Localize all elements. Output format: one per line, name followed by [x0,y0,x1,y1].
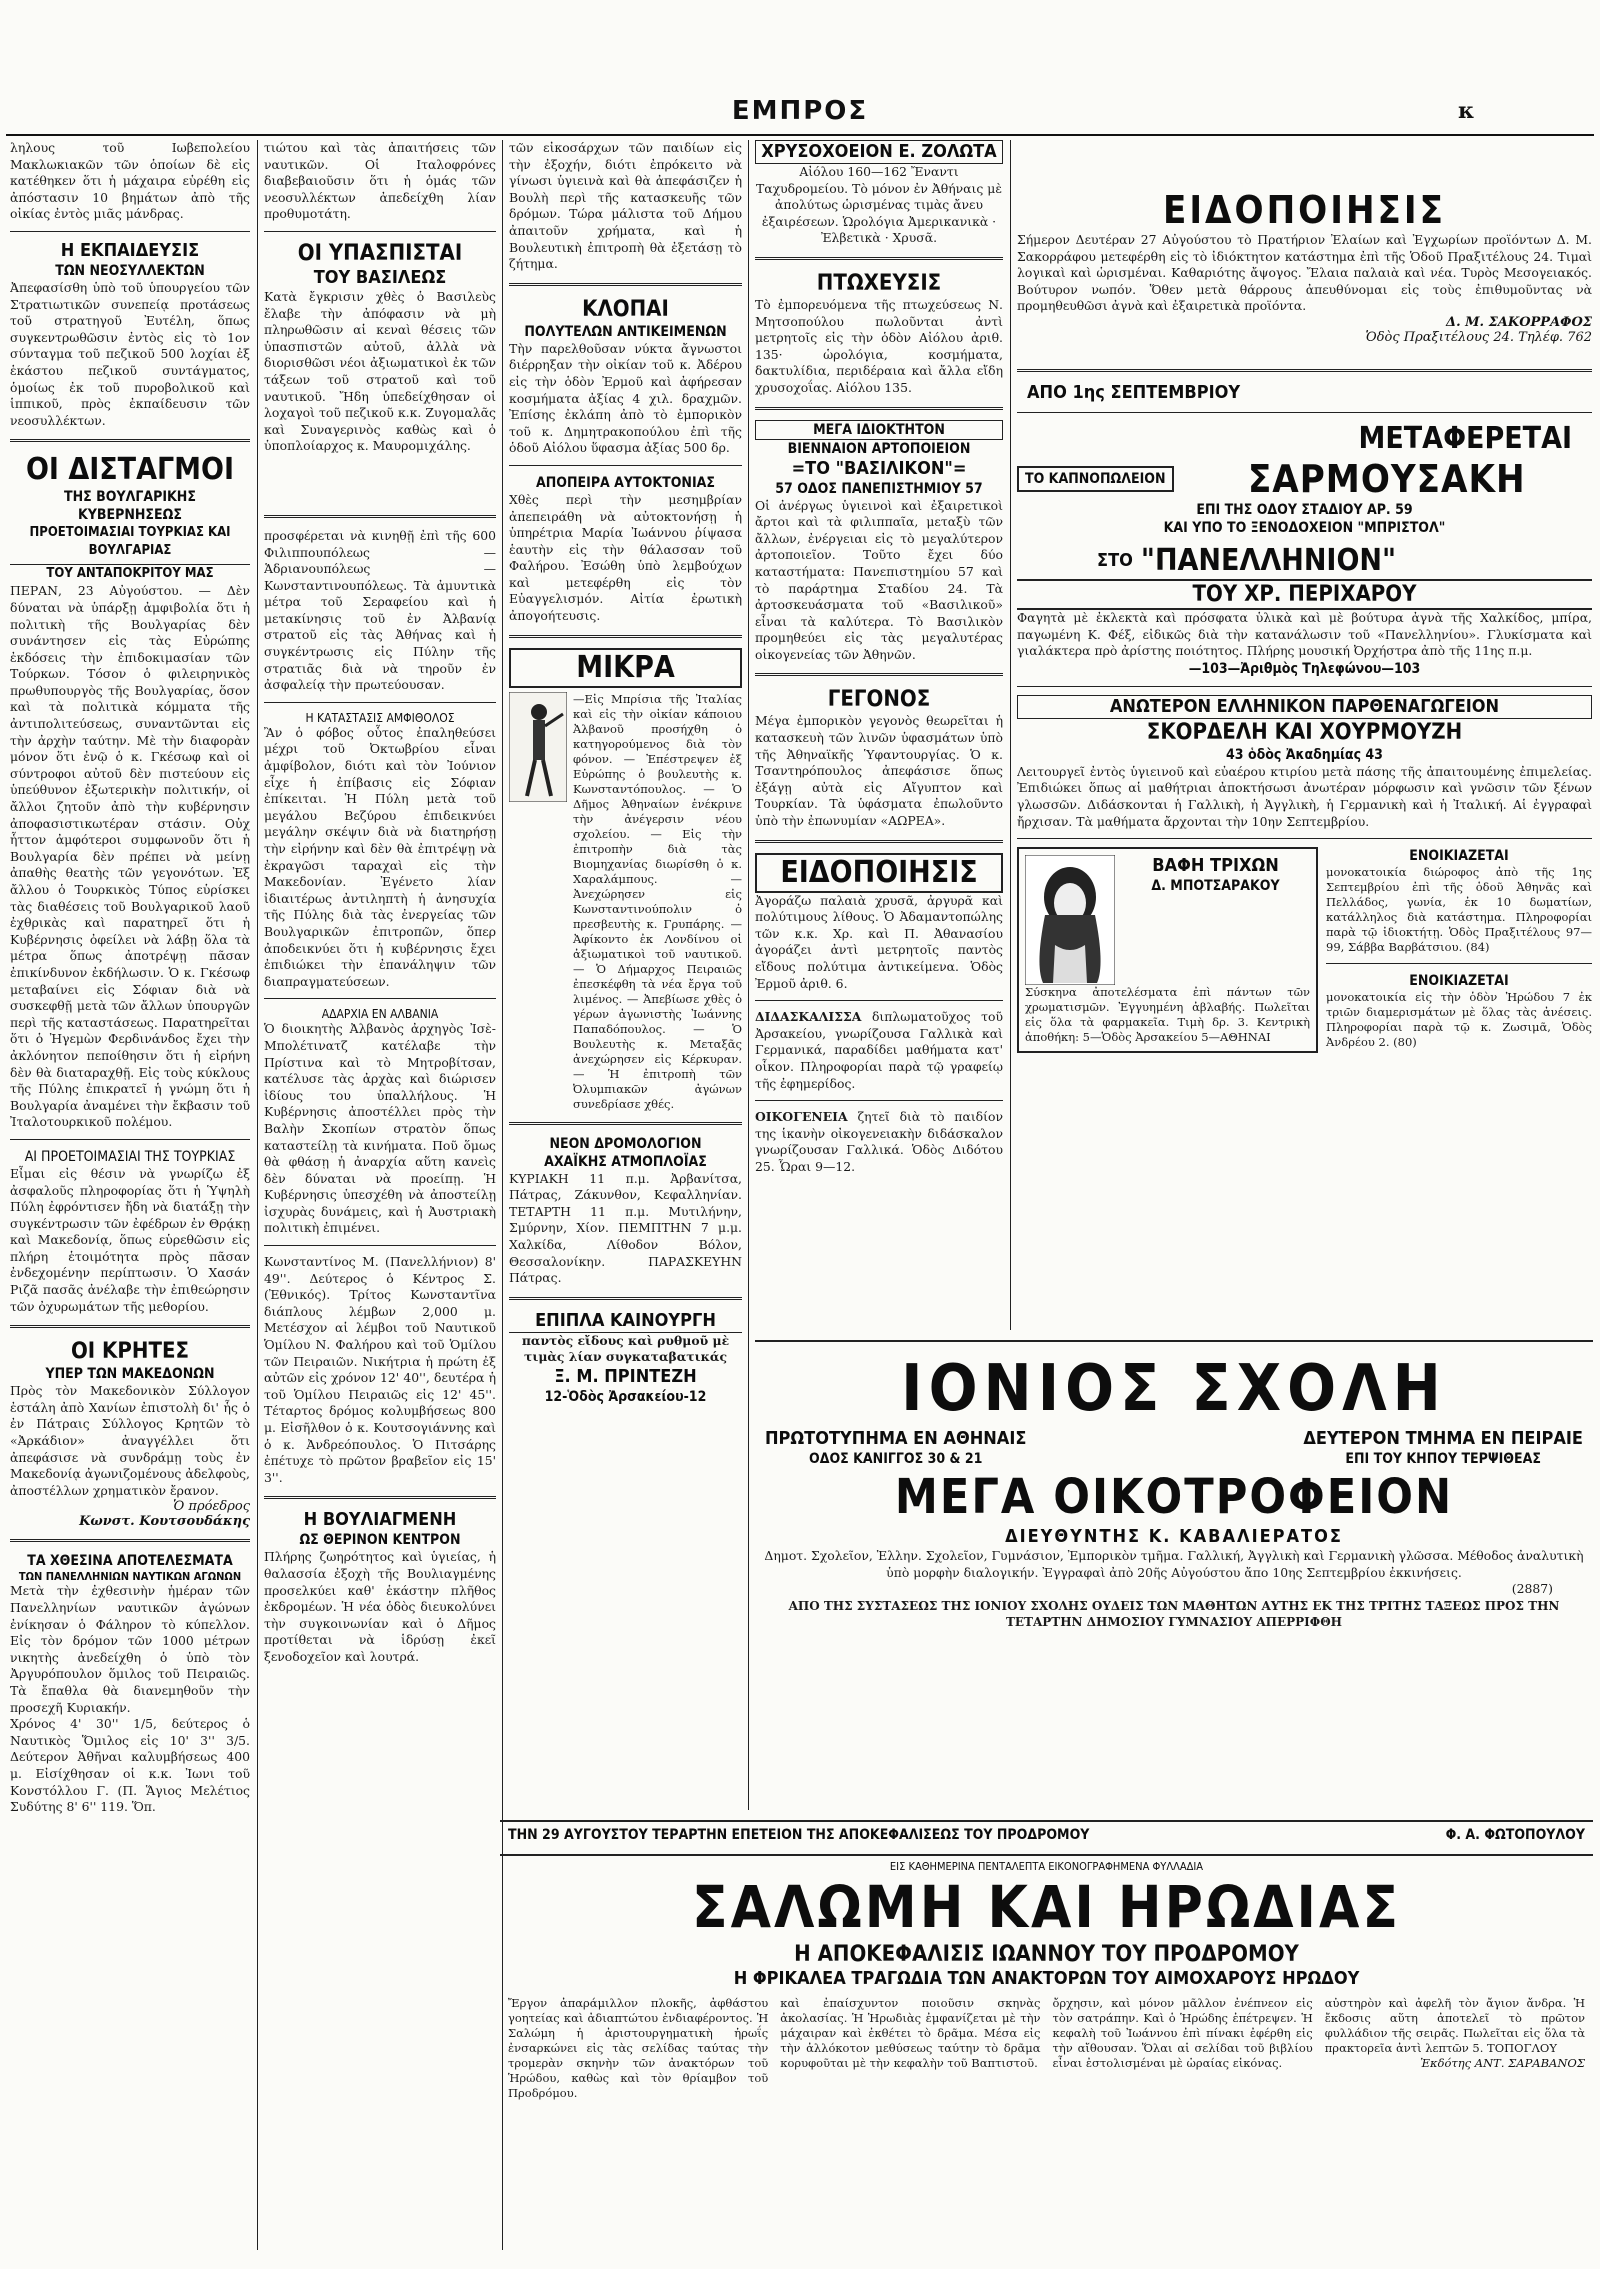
headline: ΤΟΥ ΧΡ. ΠΕΡΙΧΑΡΟΥ [1017,579,1592,610]
article-text: αὐστηρὸν καὶ ἀφελῆ τὸν ἄγιον ἄνδρα. Ἡ ἔκδοσις αὕτη ἀποτελεῖ τὸ πρῶτον φυλλάδιον τῆς σειρᾶς. Πωλεῖται εἰς ὅλα τὰ πρακτορεῖα ἀντὶ λεπτῶν 5. ΤΟΠΟΓΛΟΥ [1324,1996,1585,2055]
article-text: προσφέρεται νὰ κινηθῇ ἐπὶ τῆς 600 Φιλιππουπόλεως — Ἁδριανουπόλεως — Κωνσταντινουπόλεως. Τὰ ἀμυντικὰ μέτρα τοῦ Σεραφείου καὶ ἡ μετακίνησις τοῦ ἐν Ἀλβανίᾳ στρατοῦ εἰς τὰς Ἀθήνας καὶ ἡ συγκέντρωσις εἰς Πύλην τῆς στρατιᾶς διὰ νὰ τηροῦν ἐν ἀσφαλείᾳ τὴν πρωτεύουσαν. [264,527,496,693]
article-text: Μέγα ἐμπορικὸν γεγονὸς θεωρεῖται ἡ κατασκευὴ τῶν λινῶν ὑφασμάτων ὑπὸ τῆς Ἀθηναϊκῆς Ὑφαντουργίας. Ὁ κ. Τσαντηρόπουλος ἀπεφάσισε ὅπως ἐξάγῃ αὐτὰ εἰς Αἴγυπτον καὶ Τουρκίαν. Τὰ ὑφάσματα ἐπωλοῦντο ὑπὸ τὴν ἐπωνυμίαν «ΑΩΡΕΑ». [755,713,1003,829]
headline: ΕΠΙ ΤΟΥ ΚΗΠΟΥ ΤΕΡΨΙΘΕΑΣ [1345,1451,1541,1467]
article-text: Ἂν ὁ φόβος οὗτος ἐπαληθεύσει μέχρι τοῦ Ὀκτωβρίου εἶναι ἀμφίβολον, διότι καὶ τὸν Ἰούνιον εἶχε ἡ ἐπίβασις εἰς Σόφιαν ἐπίκειται. Ἡ Πύλη μετὰ τοῦ μεγάλου Βεζύρου ἐπιδεικνύει μεγάλην σκέψιν διὰ νὰ διατηρήσῃ τὴν εἰρήνην καὶ δὲν θὰ ἐπιτρέψῃ νὰ ἐκραγῶσι ταραχαὶ εἰς τὴν Μακεδονίαν. Ἐγένετο λίαν ἰδιαιτέρως ἀντιληπτὴ ἡ ἀνησυχία τῆς Πύλης διὰ τὰς ἐνεργείας τῶν Βουλγαρικῶν ἐπιτροπῶν, ὅπερ ἀποδεικνύει ὅτι ἡ κυβέρνησις ἔχει ἐπιδιώκει τὴν ἐπανάληψιν τῶν διαπραγματεύσεων. [264,724,496,989]
article-text: Πλήρης ζωηρότητος καὶ ὑγιείας, ἡ θαλασσία ἐξοχὴ τῆς Βουλιαγμένης προσελκύει καθ' ἑκάστην πλῆθος ἐκδρομέων. Ἡ νέα ὁδὸς διευκολύνει τὴν συγκοινωνίαν καὶ ὁ Δῆμος προτίθεται νὰ ἱδρύσῃ ἐκεῖ ξενοδοχεῖον καὶ λουτρά. [264,1549,496,1664]
signature: Ὁ πρόεδρος [173,1499,250,1515]
article-text: τῶν εἰκοσάρχων τῶν παιδίων εἰς τὴν ἐξοχήν, διότι ἐπρόκειτο νὰ γίνωσι ὑγιεινὰ καὶ θὰ ἀπεφάσιζεν ἡ Βουλὴ περὶ τῆς κατασκευῆς τῶν δρόμων. Τώρα μάλιστα τοῦ Δήμου ἀπαιτοῦν χρήματα, καὶ ἡ Βουλευτικὴ ἐπιτροπὴ θὰ ἐξετάσῃ τὸ ζήτημα. [509,140,742,272]
headline: ΔΙΔΑΣΚΑΛΙΣΣΑ [755,1009,862,1025]
column-1 [10,140,250,2250]
headline: ΔΙΕΥΘΥΝΤΗΣ Κ. ΚΑΒΑΛΙΕΡΑΤΟΣ [1005,1526,1343,1547]
headline: ΟΙ ΥΠΑΣΠΙΣΤΑΙ [297,240,463,266]
ad-code: (2887) [1511,1581,1553,1597]
headline: ΠΡΩΤΟΤΥΠΗΜΑ ΕΝ ΑΘΗΝΑΙΣ [765,1428,1027,1449]
article-text: ΚΥΡΙΑΚΗ 11 π.μ. Ἀρβανίτσα, Πάτρας, Ζάκυνθον, Κεφαλληνίαν. ΤΕΤΑΡΤΗ 11 π.μ. Μυτιλήνην, Σμύρνην, Χίον. ΠΕΜΠΤΗΝ 7 μ.μ. Χαλκίδα, Λίθοδον Βόλον, Θεσσαλονίκην. ΠΑΡΑΣΚΕΥΗΝ Πάτρας. [509,1170,742,1286]
article-text: Πρὸς τὸν Μακεδονικὸν Σύλλογον ἐστάλη ἀπὸ Χανίων ἐπιστολὴ δι' ἧς ὁ ἐν Πάτραις Σύλλογος Κρητῶν τὸ «Ἀρκάδιον» ἀναγγέλλει ὅτι ἀπεφάσισε νὰ συνδράμῃ τοὺς ἐν Μακεδονίᾳ ἀγωνιζομένους ἀδελφοὺς, ἀποστέλλων χρηματικὸν ἔρανον. [10,1383,250,1498]
column-divider [257,140,258,2250]
article-text: Εἶμαι εἰς θέσιν νὰ γνωρίζω ἐξ ἀσφαλοῦς πληροφορίας ὅτι ἡ Ὑψηλὴ Πύλη ἐφρόντισεν ἤδη νὰ διατάξῃ τὴν συγκέντρωσιν τῶν ἐφέδρων ἐν Θρᾴκῃ καὶ Μακεδονίᾳ, ὅπως εὑρεθῶσιν εἰς πλήρη ἑτοιμότητα πρὸς πᾶσαν ἐνδεχομένην περίπτωσιν. Ὁ Χασάν Ριζᾶ πασᾶς ἀνέλαβε τὴν ἐπιθεώρησιν τῶν ὀχυρωμάτων τῆς μεθορίου. [10,1165,250,1314]
headline: ΙΟΝΙΟΣ ΣΧΟΛΗ [901,1352,1447,1426]
article-text: Δημοτ. Σχολεῖον, Ἑλλην. Σχολεῖον, Γυμνάσιον, Ἐμπορικὸν τμῆμα. Γαλλική, Ἀγγλικὴ καὶ Γερμανικὴ γλῶσσα. Μέθοδος ἀναλυτικὴ ὑπὸ μορφὴν διαλογικήν. Ἐγγραφαὶ ἀπὸ 20ῆς Αὐγούστου ἄπο 10ης Σεπτεμβρίου ἐκκινήσεις. [764,1548,1584,1580]
article-text: ζητεῖ διὰ τὸ παιδίον της ἱκανὴν οἰκογενειακὴν διδάσκαλον γνωρίζουσαν Γαλλικά. Ὁδὸς Διδότου 25. Ὧραι 9—12. [755,1109,1003,1174]
soldier-illustration-icon [509,692,567,802]
salome-advertisement [500,1820,1593,2260]
column-2 [264,140,496,2250]
headline: Η ΕΚΠΑΙΔΕΥΣΙΣ [60,239,200,261]
headline: ΤΗΝ 29 ΑΥΓΟΥΣΤΟΥ ΤΕΡΑΡΤΗΝ ΕΠΕΤΕΙΟΝ ΤΗΣ ΑΠΟΚΕΦΑΛΙΣΕΩΣ ΤΟΥ ΠΡΟΔΡΟΜΟΥ [508,1827,1090,1843]
headline: ΟΙ ΔΙΣΤΑΓΜΟΙ [25,452,235,488]
article-text: ΑΠΟ ΤΗΣ ΣΥΣΤΑΣΕΩΣ ΤΗΣ ΙΟΝΙΟΥ ΣΧΟΛΗΣ ΟΥΔΕΙΣ ΤΩΝ ΜΑΘΗΤΩΝ ΑΥΤΗΣ ΕΚ ΤΗΣ ΤΡΙΤΗΣ ΤΑΞΕΩΣ ΠΡΟΣ ΤΗΝ ΤΕΤΑΡΤΗΝ ΔΗΜΟΣΙΟΥ ΓΥΜΝΑΣΙΟΥ ΑΠΕΡΡΙΦΘΗ [788,1598,1560,1630]
headline: ΚΛΟΠΑΙ [582,296,669,322]
headline: ΕΙΔΟΠΟΙΗΣΙΣ [1162,188,1446,232]
headline: "ΠΑΝΕΛΛΗΝΙΟΝ" [1140,542,1397,578]
headline: ΑΠΟ 1ης ΣΕΠΤΕΜΒΡΙΟΥ [1027,381,1241,403]
headline: ΣΤΟ [1097,549,1133,571]
article-text: διπλωματοῦχος τοῦ Ἀρσακείου, γνωρίζουσα Γαλλικὰ καὶ Γερμανικά, παραδίδει μαθήματα κατ' οἶκον. Πληροφορίαι παρὰ τῷ γραφείῳ τῆς ἐφημερίδος. [755,1009,1003,1091]
woman-portrait-icon [1025,855,1115,985]
column-5 [1017,140,1592,1330]
column-divider [748,140,749,1810]
hair-dye-advertisement [1017,847,1318,1053]
headline: ΜΕΓΑ ΟΙΚΟΤΡΟΦΕΙΟΝ [894,1469,1454,1525]
headline: ΟΔΟΣ ΚΑΝΙΓΓΟΣ 30 & 21 [809,1451,983,1467]
headline: Φ. Α. ΦΩΤΟΠΟΥΛΟΥ [1445,1827,1585,1843]
headline: Η ΦΡΙΚΑΛΕΑ ΤΡΑΓΩΔΙΑ ΤΩΝ ΑΝΑΚΤΟΡΩΝ ΤΟΥ ΑΙΜΟΧΑΡΟΥΣ ΗΡΩΔΟΥ [733,1968,1360,1989]
signature: Ἐκδότης ΑΝΤ. ΣΑΡΑΒΑΝΟΣ [1420,2056,1585,2070]
article-text: ὄρχησιν, καὶ μόνον μᾶλλον ἐνέπνεον εἰς τὸν σατράπην. Καὶ ὁ Ἡρώδης ἐπέτρεψεν. Ἡ κεφαλὴ τοῦ Ἰωάννου ἐπὶ πίνακι ἐφέρθη εἰς τὴν αἴθουσαν. Ὅλαι αἱ σελίδαι τοῦ βιβλίου εἶναι ἐστολισμέναι μὲ ὡραίας εἰκόνας. [1052,1996,1313,2070]
newspaper-title: ΕΜΠΡΟΣ [731,96,869,126]
headline: ΒΑΦΗ ΤΡΙΧΩΝ [1152,855,1279,877]
headline: ΕΠΙΠΛΑ ΚΑΙΝΟΥΡΓΗ [509,1310,742,1333]
headline: ΕΙΔΟΠΟΙΗΣΙΣ [755,853,1003,893]
article-text: Λειτουργεῖ ἐντὸς ὑγιεινοῦ καὶ εὐαέρου κτιρίου μετὰ πάσης τῆς ἀπαιτουμένης ἐπιμελείας. Ἐπιδιώκει ὅπως αἱ μαθήτριαι ἀποκτήσωσι ἀνωτέραν μόρφωσιν καὶ γνῶσιν τῶν ξένων γλωσσῶν. Διδάσκονται ἡ Γαλλικὴ, ἡ Ἀγγλικὴ, ἡ Γερμανικὴ καὶ ἡ Ἰταλική. Αἱ ἐγγραφαὶ ἤρχισαν. Τὰ μαθήματα ἄρχονται τὴν 10ην Σεπτεμβρίου. [1017,763,1592,829]
signature: Κωνστ. Κουτσουδάκης [79,1514,250,1530]
headline: Δ. ΜΠΟΤΣΑΡΑΚΟΥ [1151,878,1280,895]
signature: Ὁδὸς Πραξιτέλους 24. Τηλέφ. 762 [1365,329,1592,345]
headline: ΠΟΛΥΤΕΛΩΝ ΑΝΤΙΚΕΙΜΕΝΩΝ [524,323,727,340]
headline: Η ΚΑΤΑΣΤΑΣΙΣ ΑΜΦΙΘΟΛΟΣ [305,710,455,725]
article-text: Σύσκηνα ἀποτελέσματα ἐπὶ πάντων τῶν χρωματισμῶν. Ἐγγυημένη ἀβλαβής. Πωλεῖται εἰς ὅλα τὰ φαρμακεῖα. Τιμὴ δρ. 3. Κεντρικὴ ἀποθήκη: 5—Ὁδὸς Ἀρσακείου 5—ΑΘΗΝΑΙ [1025,985,1310,1045]
masthead-rule [6,134,1594,136]
article-text: Μετὰ τὴν ἐχθεσινὴν ἡμέραν τῶν Πανελληνίων ναυτικῶν ἀγώνων ἐνίκησαν ὁ Φάληρον τὸ κύπελλον. Εἰς τὸν δρόμον τῶν 1000 μέτρων νικητὴς ἀνεδείχθη ὁ ὑπὸ τὸν Ἀργυρόπουλον ὅμιλος τοῦ Πειραιῶς. Τὰ ἔπαθλα θὰ διανεμηθοῦν τὴν προσεχῆ Κυριακήν. [10,1583,250,1715]
headline: ΟΙ ΚΡΗΤΕΣ [70,1339,190,1365]
headline: ΑΠΟΠΕΙΡΑ ΑΥΤΟΚΤΟΝΙΑΣ [536,474,715,491]
headline: ΜΙΚΡΑ [509,648,742,688]
headline: ΔΕΥΤΕΡΟΝ ΤΜΗΜΑ ΕΝ ΠΕΙΡΑΙΕ [1303,1428,1583,1449]
article-text: ληλους τοῦ Ιωβεπολείου Μακλωκιακῶν τῶν ὁποίων δὲ εἰς κατέθηκεν ὅτι ἡ μάχαιρα εὑρέθη εἰς ἀπόστασιν 10 βημάτων ἀπὸ τῆς οἰκίας ἐντὸς μιᾶς μάνδρας. [10,140,250,222]
headline: ΑΝΩΤΕΡΟΝ ΕΛΛΗΝΙΚΟΝ ΠΑΡΘΕΝΑΓΩΓΕΙΟΝ [1017,695,1592,719]
headline: =ΤΟ "ΒΑΣΙΛΙΚΟΝ"= [791,457,967,479]
article-text: Κωνσταντίνος Μ. (Πανελλήνιον) 8' 49''. Δεύτερος ὁ Κέντρος Σ. (Ἐθνικός). Τρίτος Κωνσταντῖνα διάπλους λέμβων 2,000 μ. Μετέσχον αἱ λέμβοι τοῦ Ναυτικοῦ Ὁμίλου Ν. Φαλήρου καὶ τοῦ Ὁμίλου τῶν Πειραιῶν. Νικήτρια ἡ πρώτη ἐξ αὐτῶν εἰς χρόνον 12' 40'', δευτέρα ἡ τοῦ Ὁμίλου Πειραιῶς εἰς 12' 45''. Τέταρτος δρόμος κολυμβήσεως 800 μ. Εἰσῆλθον ὁ κ. Κουτσογιάννης καὶ ὁ κ. Ἀνδρεόπουλος. Ὁ Πιτσάρης ἐπέτυχε τὸ πρῶτον βραβεῖον εἰς 15' 3''. [264,1254,496,1485]
article-text: Χρόνος 4' 30'' 1/5, δεύτερος ὁ Ναυτικὸς Ὅμιλος εἰς 10' 3'' 3/5. Δεύτερον Ἀθῆναι καλυμβήσεως 400 μ. Εἰσίχθησαν οἱ κ.κ. Ἰωνι τοῦ Κονστόλλου Γ. (Π. Ἅγιος Μελέτιος Συδύτης 8' 6'' 119. Ὅπ. [10,1716,250,1815]
headline: ΥΠΕΡ ΤΩΝ ΜΑΚΕΔΟΝΩΝ [45,1366,215,1383]
column-divider [1010,140,1011,1330]
headline: ΓΕΓΟΝΟΣ [827,687,931,713]
headline: Η ΒΟΥΛΙΑΓΜΕΝΗ [303,1509,457,1531]
headline: ΕΝΟΙΚΙΑΖΕΤΑΙ [1409,973,1509,990]
headline: Η ΑΠΟΚΕΦΑΛΙΣΙΣ ΙΩΑΝΝΟΥ ΤΟΥ ΠΡΟΔΡΟΜΟΥ [794,1942,1299,1967]
headline: ΩΣ ΘΕΡΙΝΟΝ ΚΕΝΤΡΟΝ [299,1532,461,1549]
article-text: Ἀγοράζω παλαιὰ χρυσᾶ, ἀργυρᾶ καὶ πολύτιμους λίθους. Ὁ Ἀδαμαντοπώλης τῶν κ.κ. Χρ. καὶ Π. Ἀθανασίου ἀγοράζει ἀντὶ μετρητοῖς παντὸς εἴδους πολύτιμα ἀντικείμενα. Ὁδὸς Ἐρμοῦ ἀριθ. 6. [755,892,1003,991]
headline: ΑΔΑΡΧΙΑ ΕΝ ΑΛΒΑΝΙΑ [321,1007,439,1022]
headline: ΣΚΟΡΔΕΛΗ ΚΑΙ ΧΟΥΡΜΟΥΖΗ [1146,719,1463,745]
page-number: κ [1458,98,1475,124]
headline: 43 ὁδὸς Ἀκαδημίας 43 [1226,746,1383,763]
article-text: Φαγητὰ μὲ ἐκλεκτὰ καὶ πρόσφατα ὑλικὰ καὶ μὲ βούτυρα ἀγνὰ τῆς Χαλκίδος, μπίρα, παγωμένη Κ. Φέξ, εἰδικῶς διὰ τὴν κατανάλωσιν τοῦ «Πανελληνίου». Γλυκίσματα καὶ γιαλάκτερα πρὸ ἀρίστης ποιότητος. Πλήρης μουσική Ὀρχήστρα ἀπὸ τῆς 11ης π.μ. [1017,609,1592,659]
article-text: Ἀπεφασίσθη ὑπὸ τοῦ ὑπουργείου τῶν Στρατιωτικῶν συνεπείᾳ προτάσεως τοῦ στρατηγοῦ Ἐυτέλη, ὅπως συγκεντρωθῶσιν ἐντὸς εἰς τὸ 1ον σύνταγμα τοῦ πεζικοῦ 500 λοχίαι ἐξ ἑκάστου πεζικοῦ συντάγματος, ὁμοίως ἐκ τοῦ πυροβολικοῦ καὶ ἱππικοῦ, πρὸς ἐκπαίδευσιν τῶν νεοσυλλέκτων. [10,279,250,428]
masthead [0,96,1600,132]
ionian-school-advertisement [755,1340,1593,1800]
headline: ΟΙΚΟΓΕΝΕΙΑ [755,1109,848,1125]
article-text: Χθὲς περὶ τὴν μεσημβρίαν ἀπεπειράθη νὰ αὐτοκτονήσῃ ἡ ὑπηρέτρια Μαρία Ἰωάννου ῥίψασα ἑαυτὴν εἰς τὴν θάλασσαν τοῦ Φαλήρου. Ἐσώθη ὑπὸ λεμβούχων καὶ μετεφέρθη εἰς τὸν Εὐαγγελισμόν. Αἰτία ἐρωτικὴ ἀπογοήτευσις. [509,491,742,624]
article-text: καὶ ἐπαίσχυντον ποιοῦσιν σκηνὰς ἀκολασίας. Ἡ Ἡρωδιὰς ἐμφανίζεται μὲ τὴν μάχαιραν καὶ ἐκθέτει τὸ δρᾶμα. Μέσα εἰς τὴν ἀλλόκοτον μεθύσεως ταύτην τὸ δρᾶμα κορυφοῦται μὲ τὴν κεφαλὴν τοῦ Βαπτιστοῦ. [780,1996,1041,2070]
headline: ΤΑ ΧΘΕΣΙΝΑ ΑΠΟΤΕΛΕΣΜΑΤΑ [27,1553,233,1570]
headline: ΕΝΟΙΚΙΑΖΕΤΑΙ [1409,848,1509,865]
article-text: τιώτου καὶ τὰς ἀπαιτήσεις τῶν ναυτικῶν. Οἱ Ιταλοφρόνες διαβεβαιοῦσιν ὅτι ἡ ὁμάς τῶν νεοσυλλέκτων ἀπεδείχθη λίαν προθυμοτάτη. [264,140,496,222]
headline: ΠΤΩΧΕΥΣΙΣ [816,270,942,296]
headline: ΤΗΣ ΒΟΥΛΓΑΡΙΚΗΣ ΚΥΒΕΡΝΗΣΕΩΣ [64,489,196,524]
article-text: Κατὰ ἔγκρισιν χθὲς ὁ Βασιλεὺς ἔλαβε τὴν ἀπόφασιν νὰ μὴ πληρωθῶσιν αἱ κεναὶ θέσεις τῶν ὑπασπιστῶν αὐτοῦ, ἀλλὰ νὰ διορισθῶσι νέοι ἀξιωματικοὶ ἐκ τῶν τάξεων τοῦ στρατοῦ καὶ τοῦ ναυτικοῦ. Ἤδη ὑπεδείχθησαν οἱ λοχαγοὶ τοῦ πεζικοῦ κ.κ. Ζυγομαλᾶς καὶ Συναγερινὸς καθὼς καὶ ὁ ὑποπλοίαρχος κ. Μαυρομιχάλης. [264,288,496,454]
article-text: Τὸ ἐμπορευόμενα τῆς πτωχεύσεως Ν. Μητσοπούλου πωλοῦνται ἀντὶ μετρητοῖς εἰς τὴν ὁδὸν Αἰόλου ἀριθ. 135· ὡρολόγια, κοσμήματα, δακτυλίδια, περιδέραια καὶ ἄλλα εἴδη χρυσοχοΐας. Αἰόλου 135. [755,296,1003,395]
headline: ΝΕΟΝ ΔΡΟΜΟΛΟΓΙΟΝ [549,1135,702,1152]
article-text: ΠΕΡΑΝ, 23 Αὐγούστου. — Δὲν δύναται νὰ ὑπάρξῃ ἀμφιβολία ὅτι ἡ πολιτικὴ τῆς Βουλγαρίας δὲν συνάντησεν εἰς τὰς Εὐρώπης ἐκδόσεις τὴν ἐπιδοκιμασίαν τῶν Τούρκων. Τόσον ὁ φιλειρηνικὸς πρωθυπουργὸς τῆς Βουλγαρίας, ὅσον καὶ τὰ πολιτικὰ κόμματα τῆς ἀντιπολιτεύσεως, συναντῶνται εἰς τὴν ἀρχὴν ταύτην. Μὲ τὴν διαφορὰν μόνον ὅτι ἐνῷ ὁ κ. Γκέσωφ καὶ οἱ σύντροφοι αὐτοῦ δὲν πιστεύουν εἰς ὑπεύθυνον ἐξωτερικὴν πολιτικήν, οἱ ἄλλοι ζητοῦν ἀπὸ τὴν κυβέρνησιν ἀποφασιστικωτέραν στάσιν. Οὐχ ἧττον ἀμφότεροι συμφωνοῦν ὅτι ἡ Βουλγαρία δὲν πρέπει νὰ μείνῃ ἀπαθὴς θεατὴς τῶν γεγονότων. Ἐξ ἄλλου ὁ Τουρκικὸς Τύπος εὑρίσκει τὰς διαθέσεις τοῦ Βουλγαρικοῦ λαοῦ ἐχθρικὰς καὶ παρατηρεῖ ὅτι ἡ Κυβέρνησις ὀφείλει νὰ λάβῃ ὅλα τὰ μέτρα ὅπως ἀποτρέψῃ πᾶσαν ἐπικίνδυνον ἐκδήλωσιν. Ὁ κ. Γκέσωφ μεταβαίνει εἰς Σόφιαν διὰ νὰ συσκεφθῇ μετὰ τῶν ἄλλων ὑπουργῶν περὶ τῆς καταστάσεως. Παρατηρεῖται ὅτι ὁ Ἠγεμὼν Φερδινάνδος ἔχει τὴν ἀκλόνητον πεποίθησιν ὅτι ἡ εἰρήνη δὲν θὰ διαταραχθῇ. Εἰς τοὺς κύκλους τῆς Πύλης ἐπικρατεῖ ἡ γνώμη ὅτι ἡ Βουλγαρία ἀναμένει τὴν ἔκβασιν τοῦ Ἰταλοτουρκικοῦ πολέμου. [10,583,250,1130]
headline: ΤΩΝ ΝΕΟΣΥΛΛΕΚΤΩΝ [55,262,205,279]
headline: ΤΩΝ ΠΑΝΕΛΛΗΝΙΩΝ ΝΑΥΤΙΚΩΝ ΑΓΩΝΩΝ [18,1570,242,1584]
article-text: Ἔργον ἀπαράμιλλον πλοκῆς, ἀφθάστου γοητείας καὶ ἀδιαπτώτου ἐνδιαφέροντος. Ἡ Σαλώμη ἡ ἀριστουργηματικὴ ἡρωΐς ἐνσαρκώνει εἰς τὰς σελίδας ταύτας τὴν τρομερὰν σκηνὴν τῶν ἀνακτόρων τοῦ Ἡρώδου, καθὼς καὶ τὸν θρίαμβον τοῦ Προδρόμου. [508,1996,769,2100]
headline: ΤΟ ΚΑΠΝΟΠΩΛΕΙΟΝ [1017,466,1174,492]
headline: ΤΟΥ ΒΑΣΙΛΕΩΣ [313,266,447,288]
article-text: Τὴν παρελθοῦσαν νύκτα ἄγνωστοι διέρρηξαν τὴν οἰκίαν τοῦ κ. Ἀδέρου εἰς τὴν ὁδὸν Ἐρμοῦ καὶ ἀφήρεσαν κοσμήματα ἀξίας 4 χιλ. δραχμῶν. Ἐπίσης ἐκλάπη ἀπὸ τὸ ἐμπορικὸν τοῦ κ. Δημητρακοπούλου ἐπὶ τῆς ὁδοῦ Αἰόλου ὕφασμα ἀξίας 500 δρ. [509,340,742,456]
article-text: παντὸς εἴδους καὶ ρυθμοῦ μὲ τιμὰς λίαν συγκαταβατικάς [521,1332,730,1365]
headline: ΑΧΑΪΚΗΣ ΑΤΜΟΠΛΟΪΑΣ [544,1153,707,1170]
headline: ΕΠΙ ΤΗΣ ΟΔΟΥ ΣΤΑΔΙΟΥ ΑΡ. 59 [1196,501,1413,518]
headline: ΧΡΥΣΟΧΟΕΙΟΝ Ε. ΖΟΛΩΤΑ [755,140,1003,164]
headline: ΑΙ ΠΡΟΕΤΟΙΜΑΣΙΑΙ ΤΗΣ ΤΟΥΡΚΙΑΣ [24,1148,236,1165]
headline: ΤΟΥ ΑΝΤΑΠΟΚΡΙΤΟΥ ΜΑΣ [10,564,250,583]
article-text: μονοκατοικία διώροφος ἀπὸ τῆς 1ης Σεπτεμβρίου ἐπὶ τῆς ὁδοῦ Ἀθηνᾶς καὶ Πελλάδος, γωνία, ἐκ 10 δωματίων, κατάλληλος διὰ κατάστημα. Πληροφορίαι παρὰ τῷ ἰδιοκτήτῃ. Ὁδὸς Πραξιτέλους 97—99, Σάββα Βαρβάτσιου. (84) [1326,865,1592,955]
headline: Ξ. Μ. ΠΡΙΝΤΕΖΗ [554,1366,697,1387]
headline: ΜΕΤΑΦΕΡΕΤΑΙ [1358,420,1572,456]
article-text: μονοκατοικία εἰς τὴν ὁδὸν Ἡρώδου 7 ἐκ τριῶν διαμερισμάτων μὲ ὅλας τὰς ἀνέσεις. Πληροφορίαι παρὰ τῷ κ. Ζωσιμᾶ, Ὁδὸς Ἀνδρέου 2. (80) [1326,990,1592,1050]
headline: ΠΡΟΕΤΟΙΜΑΣΙΑΙ ΤΟΥΡΚΙΑΣ ΚΑΙ ΒΟΥΛΓΑΡΙΑΣ [29,525,231,559]
headline: —103—Ἀριθμὸς Τηλεφώνου—103 [1188,660,1421,677]
headline: ΕΙΣ ΚΑΘΗΜΕΡΙΝΑ ΠΕΝΤΑΛΕΠΤΑ ΕΙΚΟΝΟΓΡΑΦΗΜΕΝΑ ΦΥΛΛΑΔΙΑ [889,1860,1204,1873]
headline: ΚΑΙ ΥΠΟ ΤΟ ΞΕΝΟΔΟΧΕΙΟΝ "ΜΠΡΙΣΤΟΛ" [1163,519,1446,536]
headline: ΒΙΕΝΝΑΙΟΝ ΑΡΤΟΠΟΙΕΙΟΝ [787,440,971,457]
headline: 57 ΟΔΟΣ ΠΑΝΕΠΙΣΤΗΜΙΟΥ 57 [775,480,983,497]
column-3 [509,140,742,1805]
signature: Δ. Μ. ΣΑΚΟΡΡΑΦΟΣ [1446,314,1592,330]
headline: ΣΑΛΩΜΗ ΚΑΙ ΗΡΩΔΙΑΣ [692,1873,1401,1941]
article-text: Οἱ ἀνέργως ὑγιεινοὶ καὶ ἐξαιρετικοὶ ἄρτοι καὶ τὰ φιλιππαῖα, μεταξὺ τῶν ἄλλων, ἐνέργειαι εἰς τὸ μεγαλύτερον ἀρτοποιεῖον. Τοῦτο ἔχει δύο καταστήματα: Πανεπιστημίου 57 καὶ τὸ παράρτημα Σταδίου 24. Τὰ ἀρτοσκευάσματα τοῦ «Βασιλικοῦ» εἶναι τὰ καλύτερα. Τὸ Βασιλικὸν προμηθεύει εἰς τὰς μεγαλυτέρας οἰκογενείας τῶν Ἀθηνῶν. [755,497,1003,662]
headline: 12-Ὁδὸς Ἀρσακείου-12 [544,1389,707,1405]
article-text: Ὁ διοικητὴς Ἀλβανὸς ἀρχηγὸς Ἰσὲ-Μπολέτινατζ κατέλαβε τὴν Πρίστινα καὶ τὸ Μητροβίτσαν, κατέλυσε τὰς ἀρχὰς καὶ διώρισεν ἰδίους του ὑπαλλήλους. Ἡ Κυβέρνησις ἀποστέλλει πρὸς τὴν Βαλὴν Σκοπίων στρατὸν ὅπως καταστείλῃ τὰ κινήματα. Ποῦ ὅμως θὰ φθάσῃ ἡ ἀναρχία αὕτη κανεὶς δὲν δύναται νὰ προείπῃ. Ἡ Κυβέρνησις ὑπεσχέθη νὰ ἀποστείλῃ ἰσχυρὰς δυνάμεις, καὶ ἡ Ἀυστριακὴ πολιτικὴ ἐπιμένει. [264,1021,496,1236]
article-text: —Εἰς Μπρίσια τῆς Ἰταλίας καὶ εἰς τὴν οἰκίαν κάποιου Ἀλβανοῦ προσήχθη ὁ κατηγορούμενος διὰ τὸν φόνον. — Ἐπέστρεψεν ἐξ Εὐρώπης ὁ βουλευτὴς κ. Κωνσταντόπουλος. — Ὁ Δῆμος Ἀθηναίων ἐνέκρινε τὴν ἀνέγερσιν νέου σχολείου. — Εἰς τὴν ἐπιτροπὴν διὰ τὰς Βιομηχανίας διωρίσθη ὁ κ. Χαραλάμπους. — Ἀνεχώρησεν εἰς Κωνσταντινούπολιν ὁ πρεσβευτὴς κ. Γρυπάρης. — Ἀφίκοντο ἐκ Λονδίνου οἱ ἀξιωματικοὶ τοῦ ναυτικοῦ. — Ὁ Δήμαρχος Πειραιῶς ἐπεσκέφθη τὰ νέα ἔργα τοῦ λιμένος. — Ἀπεβίωσε χθὲς ὁ γέρων ἀγωνιστὴς Ἰωάννης Παπαδόπουλος. — Ὁ Βουλευτὴς κ. Μεταξᾶς ἀνεχώρησεν εἰς Κέρκυραν. — Ἡ ἐπιτροπὴ τῶν Ὀλυμπιακῶν ἀγώνων συνεδρίασε χθές. [573,691,742,1111]
article-text: Αἰόλου 160—162 Ἔναντι Ταχυδρομείου. Τὸ μόνον ἐν Ἀθήναις μὲ ἀπολύτως ὡρισμένας τιμὰς ἄνευ ἐξαιρέσεων. Ὡρολόγια Ἀμερικανικὰ · Ἐλβετικὰ · Χρυσᾶ. [755,164,1002,246]
headline: ΜΕΓΑ ΙΔΙΟΚΤΗΤΟΝ [755,420,1003,440]
article-text: Σήμερον Δευτέραν 27 Αὐγούστου τὸ Πρατήριον Ἐλαίων καὶ Ἐγχωρίων προϊόντων Δ. Μ. Σακορράφου μετεφέρθη εἰς τὸ ἰδιόκτητον κατάστημα ἐπὶ τῆς Ὁδοῦ Πραξιτέλους 24. Τιμαὶ λογικαὶ καὶ ὡρισμέναι. Καθαριότης ἄψογος. Ἔλαια παλαιὰ καὶ νέα. Τυρὸς Μεσογειακός. Βούτυρον νωπόν. Ὅθεν μετὰ θάρρους ἀπευθύνομαι εἰς τοὺς ἐπιθυμοῦντας νὰ προμηθευθῶσι ἀγνὰ καὶ ἐξαιρετικὰ προϊόντα. [1017,232,1592,314]
headline: ΣΑΡΜΟΥΣΑΚΗ [1247,456,1526,501]
